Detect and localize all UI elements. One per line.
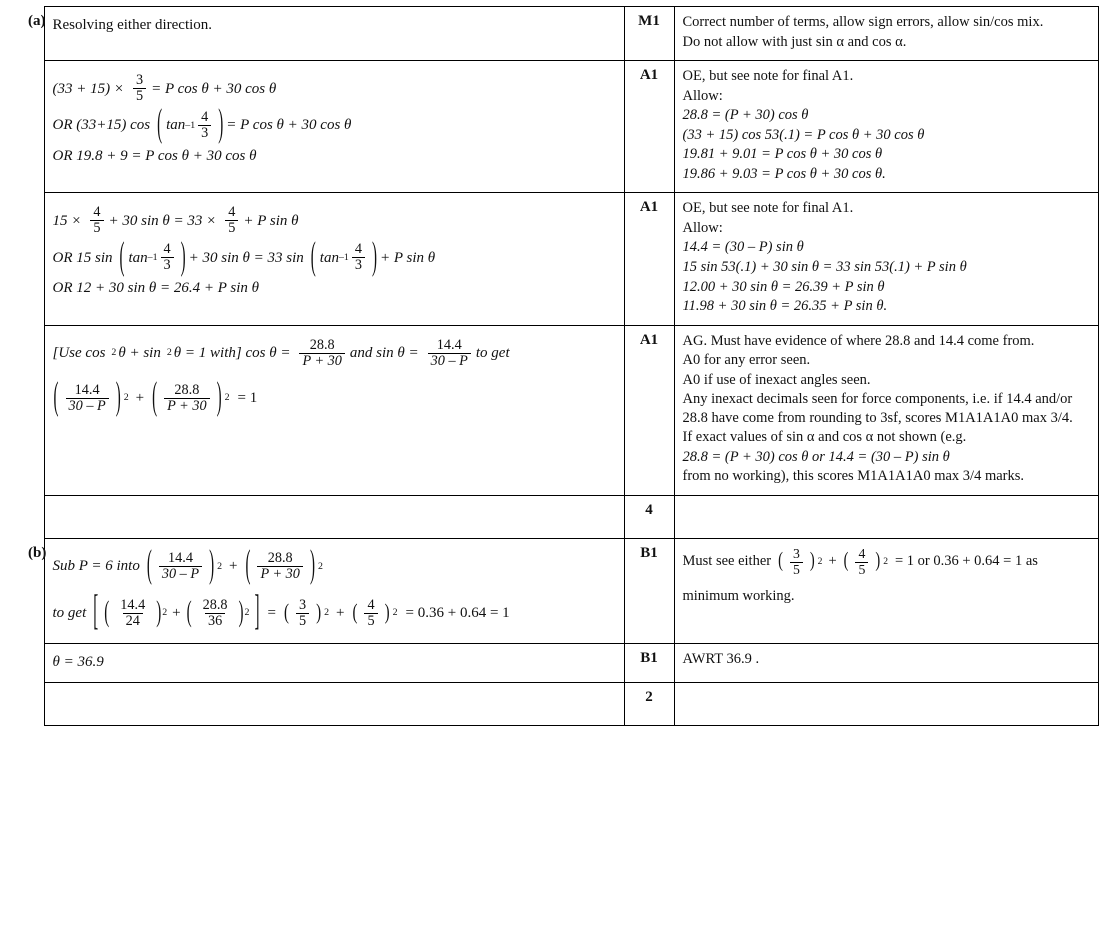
paren-left: ( — [186, 597, 192, 630]
part-label-blank — [20, 643, 44, 682]
fraction-numerator: 4 — [163, 241, 171, 258]
equation-line-3 — [53, 147, 616, 165]
working-cell-6 — [44, 539, 624, 644]
note-line: AG. Must have evidence of where 28.8 and 14.4 come from. — [682, 332, 1035, 349]
paren-left: ( — [778, 549, 783, 573]
eq-text: OR 12 + 30 sin θ = 26.4 + P sin θ — [52, 280, 259, 297]
fraction-numerator: 4 — [858, 546, 866, 562]
exponent: 2 — [392, 607, 398, 619]
paren-group — [777, 547, 816, 577]
fraction-denominator: 3 — [352, 257, 365, 273]
paren-left: ( — [152, 377, 158, 419]
eq-a: OR 15 sin — [52, 249, 113, 266]
note-line: Correct number of terms, allow sign errors, allow sin/cos mix. — [682, 14, 1044, 30]
fraction-numerator: 28.8 — [309, 336, 335, 353]
notes-cell-7 — [674, 643, 1098, 682]
eq-d: and sin θ = — [349, 345, 419, 362]
mark-scheme-page — [0, 6, 1100, 943]
paren-left: ( — [310, 236, 316, 279]
fraction — [428, 338, 471, 369]
paren-group — [119, 236, 187, 279]
fraction-denominator: 30 – P — [428, 353, 471, 369]
plus-sign: + — [135, 390, 145, 407]
subtotal-mark-a: 4 — [624, 496, 674, 539]
paren-group — [283, 598, 322, 629]
eq-rest: = P cos θ + 30 cos θ — [226, 117, 352, 134]
eq-rest: = P cos θ + 30 cos θ — [151, 80, 277, 97]
paren-right: ) — [115, 377, 121, 419]
fraction-numerator: 14.4 — [120, 596, 146, 613]
fraction — [159, 551, 202, 582]
table-row — [20, 643, 1098, 682]
fraction — [296, 598, 309, 629]
working-cell-7 — [44, 643, 624, 682]
fraction-denominator: P + 30 — [299, 353, 344, 369]
paren-right: ) — [156, 597, 162, 630]
paren-left: ( — [245, 545, 251, 588]
paren-right: ) — [384, 601, 390, 625]
eq-prefix: (33 + 15) × — [52, 80, 124, 97]
part-label-b: (b) — [28, 544, 47, 561]
exponent: 2 — [166, 347, 172, 359]
fraction-denominator: 5 — [790, 562, 803, 577]
notes-cell-blank — [674, 496, 1098, 539]
bracket-right: ] — [254, 590, 260, 636]
notes-cell-2 — [674, 61, 1098, 193]
inverse-trig: tan — [166, 117, 186, 134]
equation-line-1 — [53, 205, 616, 236]
equals: = 1 — [237, 390, 258, 407]
note-equation — [683, 547, 1090, 577]
paren-group — [244, 545, 315, 588]
working-cell-4 — [44, 325, 624, 495]
inverse-exponent: –1 — [147, 251, 158, 263]
fraction — [117, 598, 148, 629]
eq-a: 15 × — [52, 212, 82, 229]
mark-cell-7: B1 — [624, 643, 674, 682]
paren-left: ( — [146, 545, 152, 588]
notes-cell-4 — [674, 325, 1098, 495]
note-line: A0 if use of inexact angles seen. — [682, 371, 871, 388]
paren-right: ) — [209, 545, 215, 588]
fraction — [200, 598, 231, 629]
part-label-a: (a) — [28, 12, 46, 29]
paren-group — [146, 545, 215, 588]
inverse-exponent: –1 — [338, 251, 349, 263]
fraction-numerator: 14.4 — [168, 550, 193, 567]
part-label-blank — [20, 683, 44, 726]
mark-cell-3: A1 — [624, 193, 674, 325]
eq-b: θ + sin — [118, 345, 161, 362]
note-line: Allow: — [682, 219, 723, 236]
equation-line-2 — [52, 104, 616, 147]
exponent: 2 — [217, 560, 223, 572]
note-line: A0 for any error seen. — [682, 352, 811, 369]
equation-line-1 — [53, 73, 616, 104]
fraction-denominator: 30 – P — [66, 398, 109, 414]
eq-b: + 30 sin θ = 33 × — [108, 212, 217, 229]
mark-cell-6: B1 — [624, 539, 674, 644]
exponent: 2 — [123, 392, 129, 404]
equation-line-3 — [53, 279, 616, 297]
fraction-numerator: 3 — [135, 72, 144, 89]
fraction-numerator: 4 — [367, 596, 375, 613]
equals: = — [267, 605, 276, 622]
notes-cell-6 — [674, 539, 1098, 644]
paren-left: ( — [352, 601, 358, 625]
note-mid: = 1 or 0.36 + 0.64 = 1 as — [895, 553, 1038, 570]
fraction — [90, 205, 103, 236]
fraction-numerator: 3 — [298, 596, 307, 613]
eq-tail: = 0.36 + 0.64 = 1 — [405, 605, 510, 622]
bracket-group — [92, 590, 260, 636]
notes-cell-blank — [674, 683, 1098, 726]
fraction — [299, 338, 344, 369]
inverse-trig: tan — [128, 249, 148, 266]
fraction — [66, 383, 109, 414]
fraction — [198, 110, 211, 141]
fraction — [133, 73, 146, 104]
exponent: 2 — [883, 556, 888, 568]
exponent: 2 — [111, 347, 117, 359]
note-line: 19.81 + 9.01 = P cos θ + 30 cos θ — [682, 146, 883, 163]
fraction-denominator: 5 — [855, 562, 868, 577]
fraction — [855, 547, 868, 577]
paren-group — [843, 547, 882, 577]
inverse-trig: tan — [319, 249, 339, 266]
working-cell-2 — [44, 61, 624, 193]
note-line: AWRT 36.9 . — [682, 650, 760, 667]
paren-group — [53, 377, 122, 419]
exponent: 2 — [817, 556, 823, 568]
paren-left: ( — [843, 549, 849, 573]
note-line: 28.8 = (P + 30) cos θ or 14.4 = (30 – P) sin θ — [682, 448, 950, 465]
fraction-denominator: 5 — [90, 220, 103, 236]
plus-sign: + — [229, 558, 238, 575]
equation-line-2 — [52, 236, 616, 279]
eq-b: + 30 sin θ = 33 sin — [188, 249, 304, 266]
note-line: 11.98 + 30 sin θ = 26.35 + P sin θ. — [682, 298, 888, 315]
paren-left: ( — [283, 601, 289, 625]
table-row — [20, 539, 1098, 644]
eq-e: to get — [475, 345, 510, 362]
notes-cell-3 — [674, 193, 1098, 325]
note-line: 19.86 + 9.03 = P cos θ + 30 cos θ. — [682, 165, 886, 182]
note-pre: Must see either — [682, 553, 772, 570]
fraction-denominator: P + 30 — [257, 566, 302, 582]
bracket-left: [ — [93, 590, 99, 636]
note-post: minimum working. — [682, 587, 795, 604]
paren-group — [151, 377, 222, 419]
fraction-numerator: 28.8 — [174, 381, 200, 398]
plus-sign: + — [336, 605, 345, 622]
fraction-denominator: 5 — [364, 613, 377, 629]
fraction-denominator: 36 — [205, 613, 225, 629]
paren-left: ( — [53, 377, 59, 419]
paren-group — [310, 236, 378, 279]
fraction — [790, 547, 803, 577]
plus-sign: + — [172, 605, 181, 622]
part-label-blank — [20, 496, 44, 539]
working-text: Resolving either direction. — [52, 17, 213, 33]
part-label-blank — [20, 61, 44, 193]
fraction-denominator: P + 30 — [164, 398, 209, 414]
paren-right: ) — [238, 597, 244, 630]
notes-cell-1 — [674, 7, 1098, 61]
paren-group — [351, 598, 390, 629]
paren-right: ) — [875, 549, 881, 573]
mark-cell-2: A1 — [624, 61, 674, 193]
mark-cell-4: A1 — [624, 325, 674, 495]
fraction-denominator: 24 — [123, 613, 143, 629]
fraction-numerator: 4 — [93, 204, 101, 221]
note-line: OE, but see note for final A1. — [682, 200, 854, 217]
fraction-numerator: 4 — [201, 109, 209, 125]
eq-c: + P sin θ — [243, 212, 299, 229]
paren-right: ) — [180, 236, 186, 279]
exponent: 2 — [162, 607, 168, 619]
fraction-numerator: 14.4 — [74, 381, 100, 398]
fraction — [257, 551, 302, 582]
eq-a: Sub P = 6 into — [52, 558, 140, 575]
note-line: OE, but see note for final A1. — [682, 68, 854, 85]
paren-left: ( — [104, 597, 110, 630]
paren-right: ) — [309, 545, 315, 588]
note-line: Allow: — [682, 87, 723, 104]
fraction — [352, 242, 365, 273]
subtotal-mark-b: 2 — [624, 683, 674, 726]
working-cell-blank — [44, 683, 624, 726]
fraction-numerator: 4 — [354, 241, 362, 258]
table-row-subtotal — [20, 496, 1098, 539]
paren-group — [103, 598, 162, 629]
exponent: 2 — [324, 607, 329, 619]
equation-line-2 — [53, 377, 616, 419]
eq-a: to get — [52, 605, 87, 622]
paren-left: ( — [119, 236, 125, 279]
plus-sign: + — [828, 553, 837, 570]
fraction-denominator: 3 — [198, 125, 211, 141]
fraction-denominator: 5 — [133, 88, 146, 104]
paren-right: ) — [371, 236, 377, 279]
eq-a: [Use cos — [52, 345, 106, 362]
note-line: 14.4 = (30 – P) sin θ — [682, 239, 804, 256]
part-label-blank — [20, 193, 44, 325]
note-line: Any inexact decimals seen for force components, i.e. if 14.4 and/or 28.8 have come from rounding to 3sf, scores M1A1A1A0 max 3/4. — [682, 391, 1073, 426]
equation-line-1 — [53, 338, 616, 369]
paren-group — [186, 598, 245, 629]
fraction — [364, 598, 377, 629]
paren-right: ) — [809, 549, 815, 573]
table-row-subtotal — [20, 683, 1098, 726]
fraction — [225, 205, 238, 236]
table-row — [20, 325, 1098, 495]
equation-line-1 — [52, 545, 616, 588]
fraction-numerator: 3 — [792, 546, 800, 562]
paren-right: ) — [216, 377, 222, 419]
mark-scheme-table — [20, 6, 1099, 726]
exponent: 2 — [317, 560, 323, 572]
fraction — [164, 383, 209, 414]
note-line: 28.8 = (P + 30) cos θ — [682, 107, 809, 124]
eq-prefix: OR (33+15) cos — [52, 117, 151, 134]
table-row — [20, 7, 1098, 61]
answer-text: θ = 36.9 — [52, 653, 104, 670]
working-cell-1 — [44, 7, 624, 61]
working-cell-blank — [44, 496, 624, 539]
paren-group — [156, 104, 224, 147]
eq-text: OR 19.8 + 9 = P cos θ + 30 cos θ — [52, 147, 257, 164]
fraction — [161, 242, 174, 273]
inverse-exponent: –1 — [185, 119, 196, 131]
fraction-numerator: 28.8 — [202, 596, 228, 613]
note-line: Do not allow with just sin α and cos α. — [682, 33, 907, 50]
part-label-blank — [20, 325, 44, 495]
note-line: 12.00 + 30 sin θ = 26.39 + P sin θ — [682, 278, 885, 295]
eq-c: θ = 1 with] cos θ = — [173, 345, 291, 362]
note-line: 15 sin 53(.1) + 30 sin θ = 33 sin 53(.1) + P sin θ — [682, 259, 967, 276]
exponent: 2 — [244, 607, 250, 619]
note-line: (33 + 15) cos 53(.1) = P cos θ + 30 cos θ — [682, 126, 925, 143]
exponent: 2 — [224, 392, 230, 404]
fraction-denominator: 5 — [296, 613, 309, 629]
fraction-numerator: 14.4 — [436, 336, 462, 353]
fraction-denominator: 3 — [161, 257, 174, 273]
paren-right: ) — [218, 104, 224, 147]
equation-line-2 — [52, 590, 616, 636]
paren-right: ) — [316, 601, 322, 625]
eq-c: + P sin θ — [379, 249, 436, 266]
table-row — [20, 193, 1098, 325]
fraction-numerator: 28.8 — [267, 550, 293, 567]
working-cell-3 — [44, 193, 624, 325]
fraction-denominator: 30 – P — [159, 566, 202, 582]
fraction-denominator: 5 — [225, 220, 238, 236]
note-line: from no working), this scores M1A1A1A0 max 3/4 marks. — [682, 468, 1025, 485]
table-row — [20, 61, 1098, 193]
mark-cell-1: M1 — [624, 7, 674, 61]
fraction-numerator: 4 — [228, 204, 236, 221]
paren-left: ( — [157, 104, 163, 147]
note-line: If exact values of sin α and cos α not shown (e.g. — [682, 429, 967, 446]
